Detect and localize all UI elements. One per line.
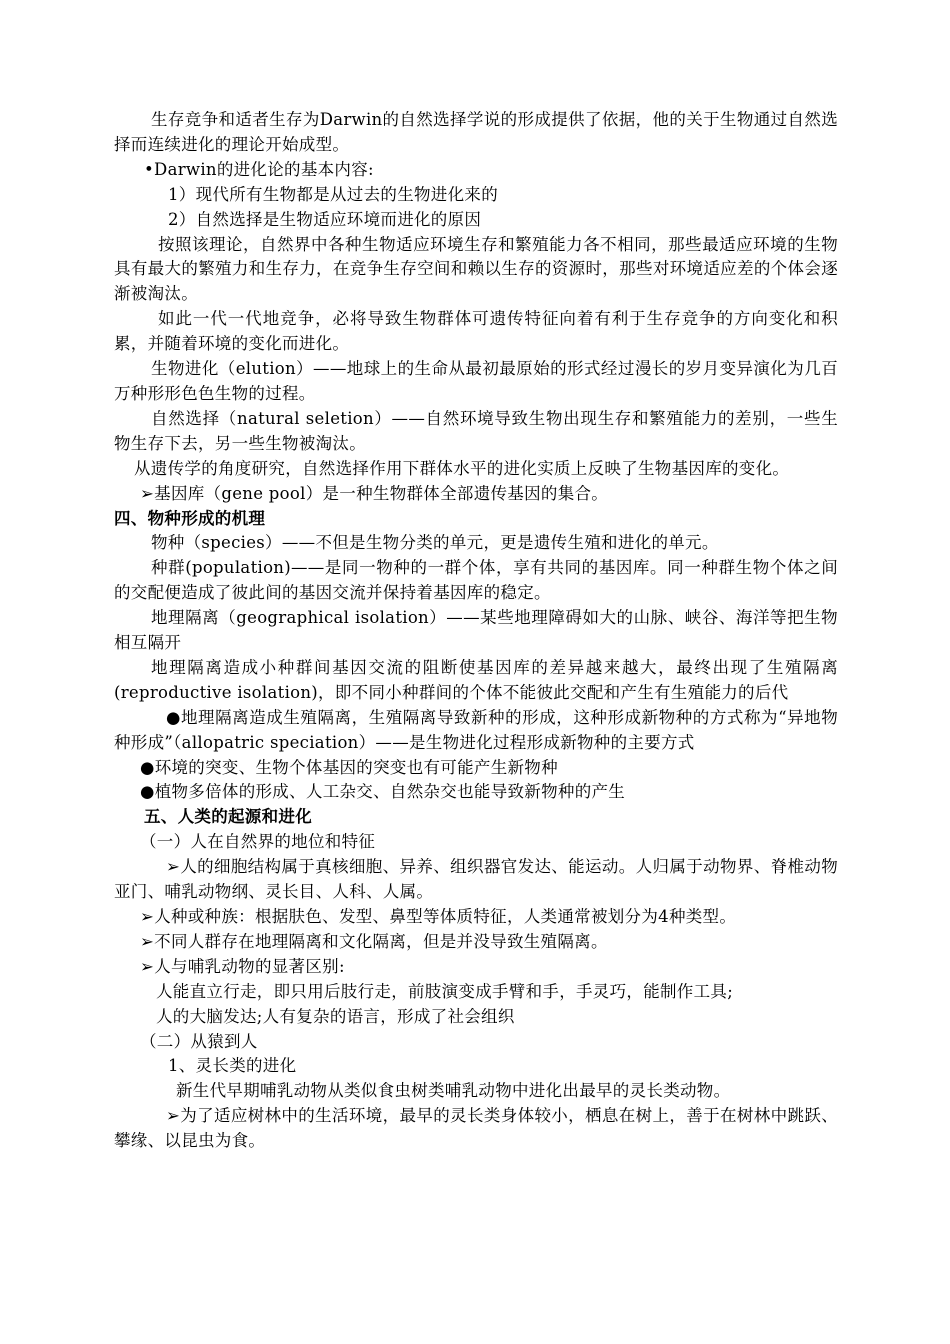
paragraph-text: 地理隔离造成生殖隔离，生殖隔离导致新种的形成，这种形成新物种的方式称为“异地物种形成”（allopatric speciation）——是生物进化过程形成新物种的主要方式 — [114, 707, 838, 752]
paragraph: 人的大脑发达;人有复杂的语言，形成了社会组织 — [156, 1006, 515, 1026]
list-item — [114, 1104, 838, 1154]
paragraph: 种群(population)——是同一物种的一群个体，享有共同的基因库。同一种群生物个体之间的交配便造成了彼此间的基因交流并保持着基因库的稳定。 — [114, 558, 838, 603]
paragraph-text: 人的细胞结构属于真核细胞、异养、组织器官发达、能运动。人归属于动物界、脊椎动物亚门、哺乳动物纲、灵长目、人科、人属。 — [114, 857, 838, 902]
list-item: 2）自然选择是生物适应环境而进化的原因 — [168, 209, 482, 229]
document-page — [114, 108, 838, 1154]
paragraph: 生存竞争和适者生存为Darwin的自然选择学说的形成提供了依据，他的关于生物通过自然选择而连续进化的理论开始成型。 — [114, 110, 838, 154]
paragraph-text: 不同人群存在地理隔离和文化隔离，但是并没导致生殖隔离。 — [154, 931, 608, 951]
list-item — [114, 855, 838, 905]
paragraph: 按照该理论，自然界中各种生物适应环境生存和繁殖能力各不相同，那些最适应环境的生物具有最大的繁殖力和生存力，在竞争生存空间和赖以生存的资源时，那些对环境适应差的个体会逐渐被淘汰。 — [114, 234, 838, 304]
paragraph-text: 为了适应树林中的生活环境，最早的灵长类身体较小，栖息在树上，善于在树林中跳跃、攀缘、以昆虫为食。 — [114, 1106, 838, 1151]
paragraph: 地理隔离造成小种群间基因交流的阻断使基因库的差异越来越大，最终出现了生殖隔离(reproductive isolation)，即不同小种群间的个体不能彼此交配和产生有生殖能力的后代 — [114, 657, 838, 702]
arrow-bullet-icon: ➢ — [140, 931, 155, 951]
arrow-bullet-icon: ➢ — [166, 857, 181, 877]
paragraph: 生物进化（elution）——地球上的生命从最初最原始的形式经过漫长的岁月变异演化为几百万种形形色色生物的过程。 — [114, 359, 838, 403]
subsection-heading: （二）从猿到人 — [140, 1031, 258, 1051]
paragraph: 物种（species）——不但是生物分类的单元，更是遗传生殖和进化的单元。 — [151, 533, 719, 553]
list-item — [114, 706, 838, 756]
dot-bullet-icon: ● — [166, 707, 181, 727]
list-item — [114, 756, 838, 781]
list-item: 1）现代所有生物都是从过去的生物进化来的 — [168, 184, 498, 204]
paragraph-text: 植物多倍体的形成、人工杂交、自然杂交也能导致新物种的产生 — [154, 782, 626, 802]
arrow-bullet-icon: ➢ — [166, 1106, 181, 1126]
arrow-bullet-icon: ➢ — [140, 907, 155, 926]
arrow-bullet-icon: ➢ — [140, 956, 155, 976]
paragraph: 新生代早期哺乳动物从类似食虫树类哺乳动物中进化出最早的灵长类动物。 — [176, 1081, 731, 1101]
paragraph-text: 人种或种族：根据肤色、发型、鼻型等体质特征，人类通常被划分为4种类型。 — [154, 907, 737, 926]
bullet-icon: • — [144, 159, 155, 179]
list-item — [114, 905, 838, 930]
paragraph: 自然选择（natural seletion）——自然环境导致生物出现生存和繁殖能力的差别，一些生物生存下去，另一些生物被淘汰。 — [114, 408, 838, 453]
paragraph: 从遗传学的角度研究，自然选择作用下群体水平的进化实质上反映了生物基因库的变化。 — [134, 458, 790, 478]
paragraph-text: Darwin的进化论的基本内容: — [154, 159, 374, 179]
list-item — [114, 780, 838, 805]
paragraph-text: 人与哺乳动物的显著区别: — [154, 956, 345, 976]
list-item — [114, 955, 838, 980]
list-item — [114, 930, 838, 955]
section-heading: 五、人类的起源和进化 — [144, 807, 312, 827]
section-heading: 四、物种形成的机理 — [114, 508, 266, 528]
dot-bullet-icon: ● — [140, 782, 155, 802]
subsection-heading: （一）人在自然界的地位和特征 — [140, 832, 376, 852]
dot-bullet-icon: ● — [140, 757, 155, 777]
arrow-bullet-icon: ➢ — [140, 483, 155, 503]
paragraph: 如此一代一代地竞争，必将导致生物群体可遗传特征向着有利于生存竞争的方向变化和积累，并随着环境的变化而进化。 — [114, 309, 838, 354]
subsection-heading: 1、灵长类的进化 — [168, 1056, 297, 1076]
paragraph: 人能直立行走，即只用后肢行走，前肢演变成手臂和手，手灵巧，能制作工具; — [156, 981, 734, 1001]
paragraph-text: 环境的突变、生物个体基因的突变也有可能产生新物种 — [154, 757, 558, 777]
list-item — [114, 158, 838, 183]
paragraph: 地理隔离（geographical isolation）——某些地理障碍如大的山脉、峡谷、海洋等把生物相互隔开 — [114, 608, 838, 653]
list-item — [114, 482, 838, 507]
paragraph-text: 基因库（gene pool）是一种生物群体全部遗传基因的集合。 — [154, 483, 609, 503]
